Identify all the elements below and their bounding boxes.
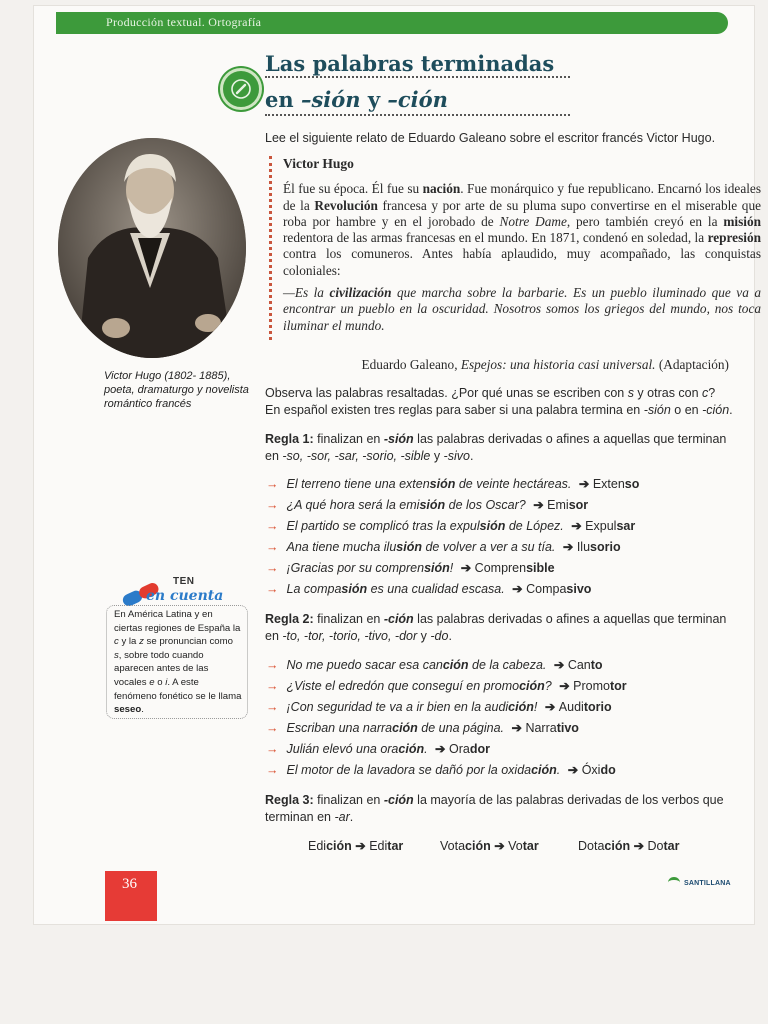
example-answer xyxy=(575,477,639,491)
answer-pre: Audi xyxy=(558,700,584,714)
sentence-highlight: sión xyxy=(479,519,506,533)
verb-highlight: tar xyxy=(522,839,539,853)
example-row xyxy=(266,538,621,556)
ten-en-cuenta-box xyxy=(106,576,246,720)
sentence-highlight: ción xyxy=(531,763,557,777)
text-segment: y otras con xyxy=(633,386,703,400)
example-row xyxy=(266,677,627,695)
text-segment: finalizan en xyxy=(313,612,384,626)
page-title xyxy=(265,46,554,118)
sentence-pre: El partido se complicó tras la expul xyxy=(286,519,480,533)
observe-paragraph xyxy=(265,385,733,419)
source-note: (Adaptación) xyxy=(655,357,729,372)
sentence-pre: El terreno tiene una exten xyxy=(286,477,430,491)
example-sentence xyxy=(287,658,547,672)
title-underline-2 xyxy=(265,114,570,119)
text-segment: , sobre todo cuando aparecen antes de las vocales xyxy=(114,649,209,688)
example-sentence xyxy=(287,721,505,735)
answer-highlight: dor xyxy=(469,742,490,756)
page-number: 36 xyxy=(122,876,137,892)
text-segment: e xyxy=(149,676,155,688)
emphasis: -ción xyxy=(383,612,414,626)
sentence-pre: La compa xyxy=(286,582,342,596)
story-quote xyxy=(283,285,761,334)
text-segment: . xyxy=(141,704,144,716)
arrow-right-icon: ➔ xyxy=(431,742,449,756)
text-segment: . xyxy=(729,403,733,417)
example-row xyxy=(266,475,639,493)
text-segment: Regla 3: xyxy=(265,793,314,807)
arrow-right-icon: ➔ xyxy=(351,839,370,853)
noun-pre: Dota xyxy=(578,839,605,853)
text-segment: s xyxy=(114,649,119,661)
text-segment: Regla 1: xyxy=(265,432,314,446)
answer-pre: Promo xyxy=(573,679,610,693)
example-sentence xyxy=(287,477,572,491)
text-segment: —Es la xyxy=(283,285,330,301)
example-answer xyxy=(556,679,627,693)
example-row xyxy=(266,559,555,577)
portrait-caption: Victor Hugo (1802- 1885), poeta, dramaturgo y novelista romántico francés xyxy=(104,370,249,410)
text-segment: seseo xyxy=(114,704,142,716)
example-row xyxy=(266,580,591,598)
sentence-highlight: sión xyxy=(341,582,368,596)
sentence-post: de los Oscar? xyxy=(445,498,526,512)
text-segment: c xyxy=(702,386,709,400)
answer-pre: Ora xyxy=(449,742,470,756)
text-segment: la mayoría de las palabras derivadas de los verbos que terminan en xyxy=(265,793,724,824)
arrow-right-icon: ➔ xyxy=(567,519,586,533)
sentence-pre: ¡Con seguridad te va a ir bien en la audi xyxy=(286,700,509,714)
text-segment: redentora de las armas francesas en el mundo. En 1871, condenó en soledad, la xyxy=(283,230,708,246)
text-segment xyxy=(384,793,414,807)
verb-pair xyxy=(578,838,680,853)
sentence-post: . xyxy=(424,742,428,756)
example-row xyxy=(266,740,490,758)
arrow-icon: → xyxy=(266,658,279,672)
intro-text: Lee el siguiente relato de Eduardo Galeano sobre el escritor francés Victor Hugo. xyxy=(265,131,716,145)
answer-highlight: so xyxy=(624,477,640,491)
text-segment: las palabras derivadas o afines a aquellas que terminan en xyxy=(265,432,727,463)
sentence-pre: Ana tiene mucha ilu xyxy=(286,540,397,554)
text-segment: -to, -tor, -torio, -tivo, -dor xyxy=(282,629,418,643)
noun-highlight: ción xyxy=(326,839,352,853)
example-sentence xyxy=(287,679,552,693)
text-segment: nación xyxy=(422,181,461,197)
example-answer xyxy=(568,519,635,533)
section-title: Producción textual. Ortografía xyxy=(106,15,262,29)
verb-pre: Vo xyxy=(508,839,523,853)
arrow-right-icon: ➔ xyxy=(490,839,509,853)
source-author: Eduardo Galeano, xyxy=(361,357,461,372)
arrow-right-icon: ➔ xyxy=(630,839,648,853)
arrow-icon: → xyxy=(266,519,279,533)
verb-highlight: tar xyxy=(663,839,680,853)
rule-2 xyxy=(265,611,733,645)
title-cion: –ción xyxy=(387,87,448,112)
answer-highlight: to xyxy=(590,658,603,672)
example-row xyxy=(266,496,588,514)
text-segment: represión xyxy=(707,230,761,246)
text-segment: -sión xyxy=(643,403,671,417)
answer-pre: Ilu xyxy=(576,540,591,554)
text-segment: , pero también creyó en la xyxy=(566,213,724,229)
answer-pre: Exten xyxy=(592,477,625,491)
answer-highlight: sivo xyxy=(566,582,592,596)
text-segment: Observa las palabras resaltadas. ¿Por qué unas se escriben con xyxy=(265,386,628,400)
text-segment: Revolución xyxy=(314,197,378,213)
section-header-bar xyxy=(56,12,728,34)
answer-highlight: sar xyxy=(616,519,636,533)
arrow-right-icon: ➔ xyxy=(550,658,568,672)
answer-highlight: sorio xyxy=(590,540,621,554)
sentence-post: es una cualidad escasa. xyxy=(367,582,505,596)
santillana-logo-icon xyxy=(668,877,680,888)
arrow-icon: → xyxy=(266,561,279,575)
sentence-pre: ¡Gracias por su compren xyxy=(286,561,425,575)
brand-name: SANTILLANA xyxy=(684,880,731,887)
arrow-right-icon: ➔ xyxy=(457,561,475,575)
sentence-pre: ¿A qué hora será la emi xyxy=(286,498,420,512)
sentence-post: de una página. xyxy=(417,721,505,735)
arrow-icon: → xyxy=(266,721,279,735)
text-segment: ? En español existen tres reglas para saber si una palabra termina en xyxy=(265,386,716,417)
arrow-right-icon: ➔ xyxy=(529,498,548,512)
title-sion: –sión xyxy=(300,87,361,112)
example-sentence xyxy=(287,582,505,596)
text-segment: i xyxy=(165,676,168,688)
text-segment: Notre Dame xyxy=(499,213,567,229)
sentence-post: de volver a ver a su tía. xyxy=(422,540,556,554)
text-segment: -do xyxy=(430,629,449,643)
text-segment: o xyxy=(154,676,166,688)
text-segment: -sivo xyxy=(443,449,470,463)
text-segment: finalizan en xyxy=(313,793,384,807)
verb-pre: Edi xyxy=(369,839,388,853)
arrow-icon: → xyxy=(266,477,279,491)
answer-highlight: tor xyxy=(609,679,627,693)
example-answer xyxy=(530,498,588,512)
arrow-icon: → xyxy=(266,582,279,596)
arrow-right-icon: ➔ xyxy=(575,477,593,491)
verb-pair xyxy=(308,838,403,853)
sentence-highlight: ción xyxy=(519,679,545,693)
text-segment xyxy=(384,432,414,446)
text-segment: Regla 2: xyxy=(265,612,314,626)
text-segment: se pronuncian como xyxy=(143,636,233,648)
text-segment: En América Latina y en ciertas regiones de España la xyxy=(114,609,241,634)
example-row xyxy=(266,656,603,674)
example-answer xyxy=(541,700,611,714)
noun-highlight: ción xyxy=(604,839,631,853)
sentence-pre: Julián elevó una ora xyxy=(286,742,399,756)
text-segment xyxy=(384,612,414,626)
sentence-pre: El motor de la lavadora se dañó por la oxida xyxy=(286,763,532,777)
verb-pre: Do xyxy=(647,839,664,853)
arrow-icon: → xyxy=(266,742,279,756)
example-answer xyxy=(457,561,554,575)
text-segment: -ción xyxy=(702,403,730,417)
sentence-highlight: sión xyxy=(396,540,422,554)
answer-pre: Narra xyxy=(525,721,557,735)
pencil-icon xyxy=(220,68,262,110)
text-segment: -ar xyxy=(334,810,350,824)
rule-1 xyxy=(265,431,733,465)
arrow-right-icon: ➔ xyxy=(564,763,582,777)
arrow-icon: → xyxy=(266,498,279,512)
sentence-pre: ¿Viste el edredón que conseguí en promo xyxy=(286,679,520,693)
answer-pre: Expul xyxy=(585,519,617,533)
text-segment: francesa y por arte de su pluma supo convertirse en el miserable que roba por hambre y en el jorobado de xyxy=(283,197,762,229)
example-sentence xyxy=(287,763,561,777)
sentence-post: de la cabeza. xyxy=(468,658,547,672)
sentence-pre: No me puedo sacar esa can xyxy=(286,658,443,672)
title-line-2 xyxy=(265,82,554,118)
verb-highlight: tar xyxy=(387,839,404,853)
arrow-icon: → xyxy=(266,700,279,714)
text-segment: . A este fenómeno fonético se le llama xyxy=(114,676,242,702)
text-segment: finalizan en xyxy=(313,432,384,446)
text-segment: s xyxy=(627,386,634,400)
example-row xyxy=(266,719,579,737)
example-row xyxy=(266,698,612,716)
example-sentence xyxy=(287,519,564,533)
verb-pair xyxy=(440,838,539,853)
text-segment: . xyxy=(448,629,452,643)
text-segment: y xyxy=(430,449,444,463)
text-segment: civilización xyxy=(329,285,392,301)
sentence-post: . xyxy=(556,763,561,777)
text-segment: c xyxy=(114,636,119,648)
arrow-icon: → xyxy=(266,540,279,554)
text-segment: y la xyxy=(118,636,140,648)
answer-pre: Can xyxy=(567,658,591,672)
victor-hugo-portrait xyxy=(58,138,246,358)
text-segment: misión xyxy=(723,213,762,229)
text-segment: . xyxy=(469,449,474,463)
example-answer xyxy=(550,658,602,672)
source-work: Espejos: una historia casi universal. xyxy=(460,357,656,372)
answer-highlight: tivo xyxy=(556,721,579,735)
sentence-highlight: ción xyxy=(508,700,534,714)
example-sentence xyxy=(287,742,428,756)
sentence-post: ! xyxy=(449,561,454,575)
title-underline-1 xyxy=(265,76,570,81)
sentence-post: de veinte hectáreas. xyxy=(455,477,572,491)
title-mid: y xyxy=(360,87,388,112)
arrow-right-icon: ➔ xyxy=(555,679,574,693)
rule-3 xyxy=(265,792,733,826)
arrow-icon: → xyxy=(266,763,279,777)
arrow-right-icon: ➔ xyxy=(559,540,577,554)
example-row xyxy=(266,761,616,779)
example-sentence xyxy=(287,561,454,575)
example-row xyxy=(266,517,635,535)
noun-highlight: ción xyxy=(465,839,491,853)
arrow-icon: → xyxy=(266,679,279,693)
answer-highlight: sor xyxy=(568,498,589,512)
sentence-highlight: sión xyxy=(424,561,450,575)
sentence-post: ! xyxy=(533,700,538,714)
ten-text xyxy=(114,608,242,717)
example-answer xyxy=(564,763,615,777)
answer-pre: Compren xyxy=(474,561,527,575)
sentence-highlight: ción xyxy=(398,742,425,756)
page-number-badge xyxy=(105,871,157,921)
sentence-pre: Escriban una narra xyxy=(286,721,393,735)
ten-label: TEN xyxy=(173,576,195,587)
answer-highlight: torio xyxy=(583,700,612,714)
emphasis: -ción xyxy=(383,793,414,807)
title-prefix: en xyxy=(265,87,301,112)
example-sentence xyxy=(287,498,526,512)
sentence-highlight: sión xyxy=(429,477,456,491)
answer-pre: Compa xyxy=(526,582,567,596)
answer-pre: Emi xyxy=(547,498,569,512)
story-title: Victor Hugo xyxy=(283,156,354,171)
sentence-highlight: sión xyxy=(419,498,446,512)
sentence-post: de López. xyxy=(505,519,564,533)
noun-pre: Edi xyxy=(308,839,327,853)
example-answer xyxy=(432,742,490,756)
example-sentence xyxy=(287,700,538,714)
text-segment: y xyxy=(417,629,431,643)
arrow-right-icon: ➔ xyxy=(541,700,559,714)
text-segment: z xyxy=(139,636,144,648)
noun-pre: Vota xyxy=(440,839,466,853)
sentence-highlight: ción xyxy=(392,721,418,735)
emphasis: -sión xyxy=(383,432,414,446)
answer-pre: Óxi xyxy=(581,763,601,777)
text-segment: las palabras derivadas o afines a aquellas que terminan en xyxy=(265,612,727,643)
story-block xyxy=(269,156,761,340)
text-segment: -so, -sor, -sar, -sorio, -sible xyxy=(282,449,431,463)
example-answer xyxy=(559,540,620,554)
sentence-highlight: ción xyxy=(442,658,469,672)
arrow-right-icon: ➔ xyxy=(508,721,526,735)
example-answer xyxy=(509,582,592,596)
story-paragraph xyxy=(283,181,761,279)
text-segment: contra los comuneros. Antes había aplaudido, muy acompañado, las conquistas coloniales: xyxy=(283,246,761,278)
example-sentence xyxy=(287,540,556,554)
text-segment: o en xyxy=(670,403,703,417)
text-segment: Él fue su época. Él fue su xyxy=(283,181,423,197)
sentence-post: ? xyxy=(544,679,552,693)
story-source xyxy=(266,357,729,373)
text-segment: . xyxy=(349,810,354,824)
title-line-1: Las palabras terminadas xyxy=(265,51,555,76)
text-segment: que marcha sobre la barbarie. Es un pueblo iluminado que va a encontrar un pueblo en la oscuridad. Nosotros somos los griegos del mundo, nos toca iluminar el mundo. xyxy=(283,285,761,333)
answer-highlight: sible xyxy=(526,561,555,575)
arrow-right-icon: ➔ xyxy=(508,582,527,596)
text-segment: . Fue monárquico y fue republicano. Encarnó los ideales de la xyxy=(283,181,761,213)
en-cuenta-label: en cuenta xyxy=(146,588,224,604)
example-answer xyxy=(508,721,579,735)
answer-highlight: do xyxy=(600,763,616,777)
